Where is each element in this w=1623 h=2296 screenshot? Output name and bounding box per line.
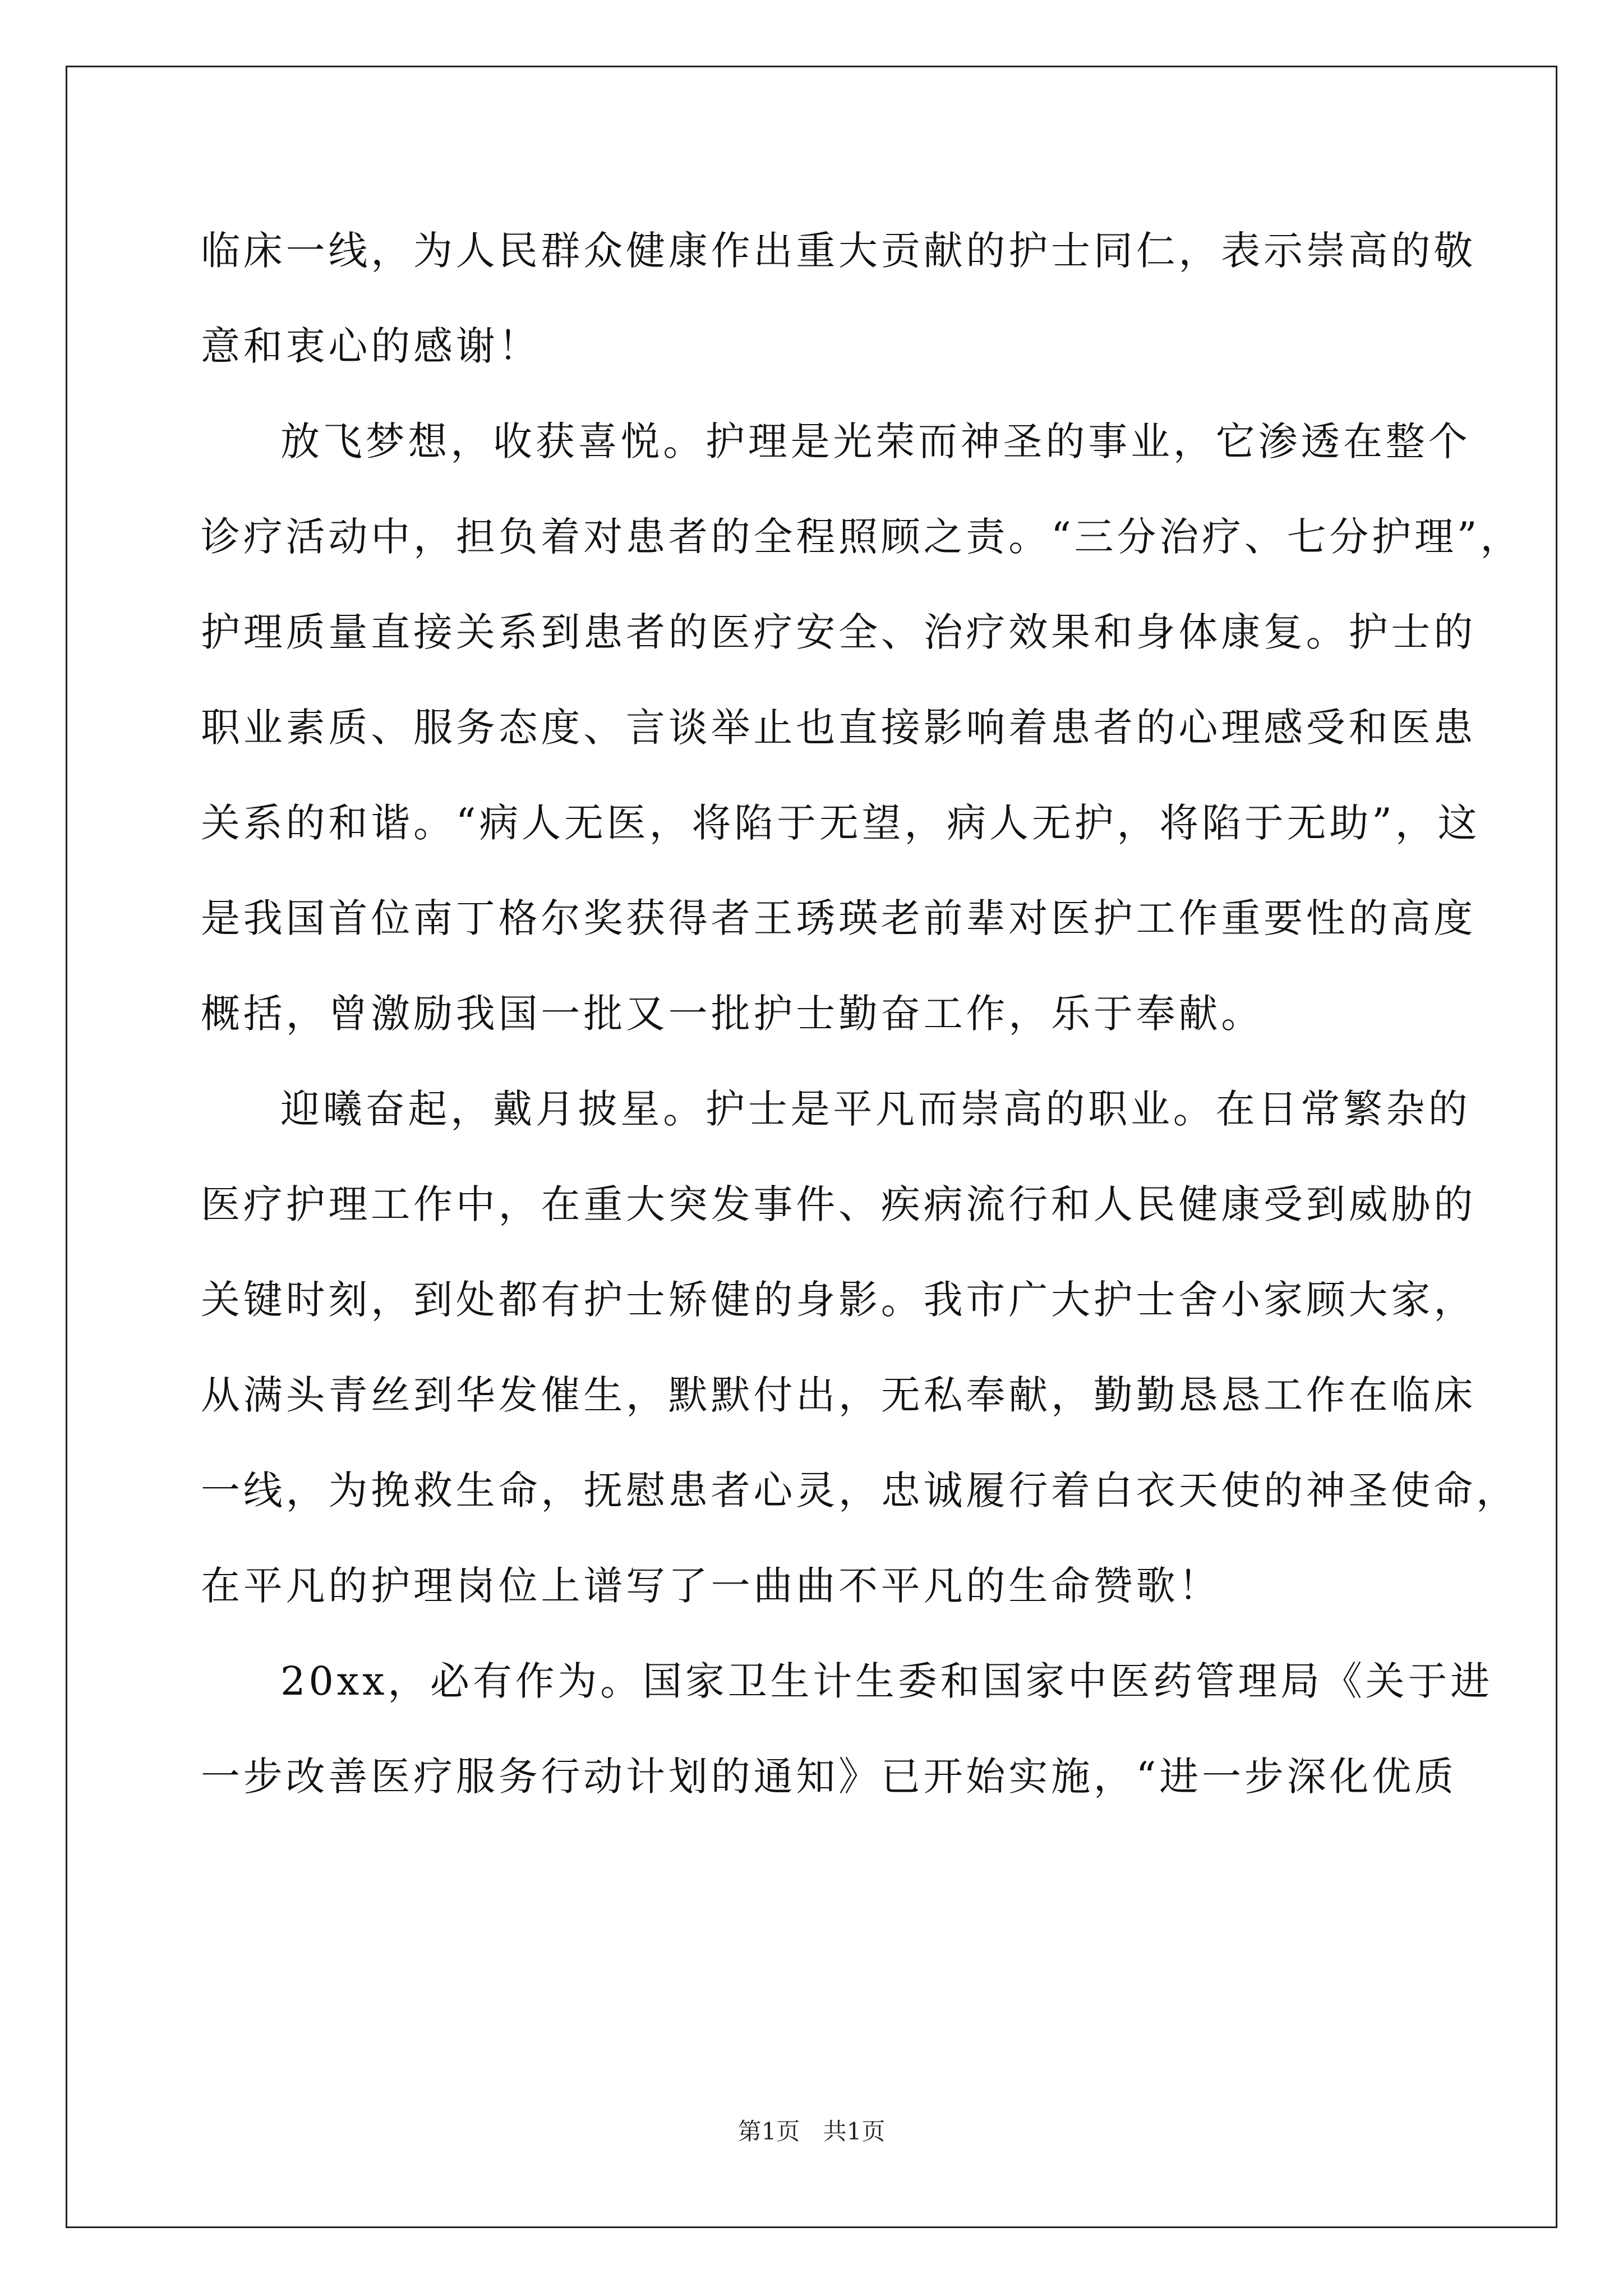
- body-line: 职业素质、服务态度、言谈举止也直接影响着患者的心理感受和医患: [201, 705, 1476, 751]
- body-line: 在平凡的护理岗位上谱写了一曲曲不平凡的生命赞歌！: [201, 1563, 1221, 1609]
- page-border: [66, 66, 1557, 2228]
- paragraph-first-line: 放飞梦想，收获喜悦。护理是光荣而神圣的事业，它渗透在整个: [280, 418, 1471, 464]
- body-line: 概括，曾激励我国一批又一批护士勤奋工作，乐于奉献。: [201, 991, 1264, 1037]
- body-line: 一线，为挽救生命，抚慰患者心灵，忠诚履行着白衣天使的神圣使命，: [201, 1467, 1519, 1513]
- paragraph-first-line: 20xx，必有作为。国家卫生计生委和国家中医药管理局《关于进: [280, 1658, 1493, 1704]
- body-line: 意和衷心的感谢！: [201, 323, 541, 369]
- body-line: 从满头青丝到华发催生，默默付出，无私奉献，勤勤恳恳工作在临床: [201, 1372, 1476, 1418]
- paragraph-first-line: 迎曦奋起，戴月披星。护士是平凡而崇高的职业。在日常繁杂的: [280, 1086, 1471, 1132]
- body-line: 一步改善医疗服务行动计划的通知》已开始实施，“进一步深化优质: [201, 1754, 1457, 1800]
- body-line: 关系的和谐。“病人无医，将陷于无望，病人无护，将陷于无助”，这: [201, 800, 1481, 846]
- page-total: 共1页: [823, 2118, 886, 2145]
- body-line: 医疗护理工作中，在重大突发事件、疾病流行和人民健康受到威胁的: [201, 1181, 1476, 1227]
- body-line: 诊疗活动中，担负着对患者的全程照顾之责。“三分治疗、七分护理”，: [201, 514, 1523, 560]
- body-line: 是我国首位南丁格尔奖获得者王琇瑛老前辈对医护工作重要性的高度: [201, 895, 1476, 941]
- body-line: 临床一线，为人民群众健康作出重大贡献的护士同仁，表示崇高的敬: [201, 228, 1476, 274]
- body-line: 护理质量直接关系到患者的医疗安全、治疗效果和身体康复。护士的: [201, 609, 1476, 655]
- body-line: 关键时刻，到处都有护士矫健的身影。我市广大护士舍小家顾大家，: [201, 1277, 1476, 1323]
- page-number: 第1页: [737, 2118, 800, 2145]
- page-footer: [0, 2115, 1623, 2148]
